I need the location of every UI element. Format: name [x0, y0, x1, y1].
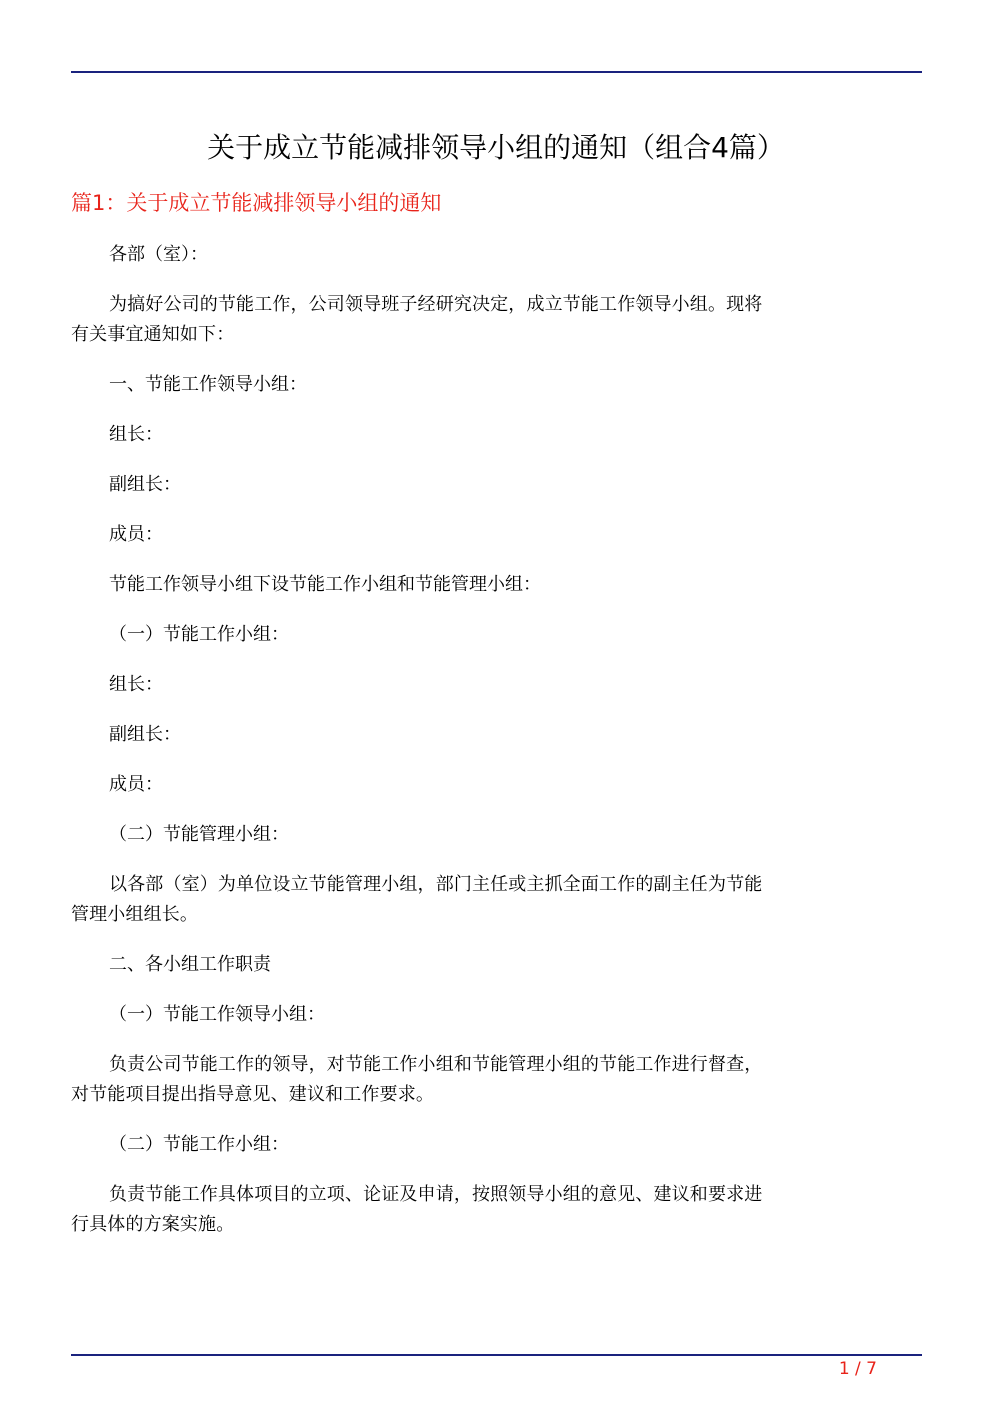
- paragraph-subitem-heading: （一）节能工作领导小组：: [109, 1004, 325, 1025]
- paragraph-members: 成员：: [109, 524, 163, 545]
- paragraph-subitem-heading: （二）节能管理小组：: [109, 824, 289, 845]
- paragraph-intro: 为搞好公司的节能工作，公司领导班子经研究决定，成立节能工作领导小组。现将有关事宜通知如下：: [71, 294, 763, 345]
- document-body: [71, 240, 771, 1260]
- paragraph-management-group: 以各部（室）为单位设立节能管理小组，部门主任或主抓全面工作的副主任为节能管理小组组长。: [71, 874, 763, 925]
- paragraph-deputy-leader: 副组长：: [109, 474, 181, 495]
- page-number: 1 / 7: [838, 1359, 877, 1379]
- paragraph-working-group-duties: 负责节能工作具体项目的立项、论证及申请，按照领导小组的意见、建议和要求进行具体的方案实施。: [71, 1184, 763, 1235]
- section-heading: 篇1：关于成立节能减排领导小组的通知: [71, 191, 442, 215]
- footer-rule: [71, 1354, 922, 1356]
- paragraph-members: 成员：: [109, 774, 163, 795]
- paragraph-leader: 组长：: [109, 674, 163, 695]
- paragraph-subgroups: 节能工作领导小组下设节能工作小组和节能管理小组：: [109, 574, 541, 595]
- paragraph-leading-group-duties: 负责公司节能工作的领导，对节能工作小组和节能管理小组的节能工作进行督查，对节能项目提出指导意见、建议和工作要求。: [71, 1054, 763, 1105]
- paragraph-subitem-heading: （一）节能工作小组：: [109, 624, 289, 645]
- paragraph-leader: 组长：: [109, 424, 163, 445]
- paragraph-subitem-heading: （二）节能工作小组：: [109, 1134, 289, 1155]
- header-rule: [71, 71, 922, 73]
- document-title: 关于成立节能减排领导小组的通知（组合4篇）: [207, 131, 785, 164]
- paragraph-item-heading: 一、节能工作领导小组：: [109, 374, 307, 395]
- paragraph-salutation: 各部（室）：: [109, 244, 208, 265]
- paragraph-item-heading: 二、各小组工作职责: [109, 954, 271, 975]
- paragraph-deputy-leader: 副组长：: [109, 724, 181, 745]
